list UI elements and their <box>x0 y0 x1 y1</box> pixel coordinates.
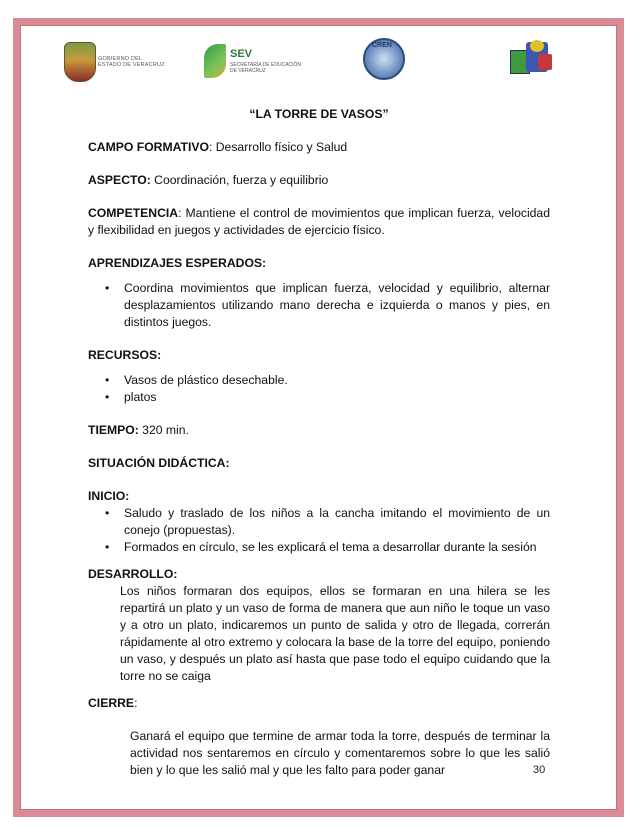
bullet-icon: • <box>105 373 110 387</box>
veracruz-government-logo <box>64 42 184 82</box>
bullet-icon: • <box>105 540 110 554</box>
campo-formativo <box>88 139 550 156</box>
header-logos <box>0 0 638 100</box>
cren-logo <box>363 38 401 78</box>
list-item: • Vasos de plástico desechable. <box>105 373 288 387</box>
list-item: • Formados en círculo, se les explicará el tema a desarrollar durante la sesión <box>105 540 537 554</box>
aspecto-label: ASPECTO: <box>88 173 151 187</box>
campo-value: : Desarrollo físico y Salud <box>208 140 348 154</box>
cren-label: CREN <box>372 42 392 49</box>
sev-leaf-icon <box>204 44 226 78</box>
aprendizajes-heading: APRENDIZAJES ESPERADOS: <box>88 256 267 270</box>
inicio-list <box>88 505 550 556</box>
school-logo <box>510 40 554 80</box>
sev-logo <box>204 42 314 82</box>
sev-label: SEV <box>230 48 253 60</box>
competencia-label: COMPETENCIA <box>88 206 179 220</box>
situacion-heading: SITUACIÓN DIDÁCTICA: <box>88 456 230 470</box>
desarrollo-text: Los niños formaran dos equipos, ellos se formaran en una hilera se les repartirá un plato y un vaso de forma de manera que aun niño le toque un vaso y a otro un plato, indicaremos un punto de salida y otro de llegada, correrán rápidamente al otro extremo y colocara la base de la torre del equipo, poniendo un vaso, y después un plato así hasta que pase todo el equipo cuidando que la torre no se caiga <box>120 584 550 683</box>
desarrollo-heading: DESARROLLO: <box>88 567 178 581</box>
bullet-icon: • <box>105 390 110 404</box>
inicio-heading: INICIO: <box>88 489 130 503</box>
aspecto-value: Coordinación, fuerza y equilibrio <box>150 173 329 187</box>
gov-text-line2: ESTADO DE VERACRUZ <box>98 62 165 68</box>
list-item: • platos <box>105 390 157 404</box>
tiempo-label: TIEMPO: <box>88 423 139 437</box>
tiempo-value: 320 min. <box>138 423 189 437</box>
cierre-label: CIERRE <box>88 696 135 710</box>
document-body <box>88 106 550 779</box>
aprendizajes-list <box>88 280 550 331</box>
sev-sub-line2: DE VERACRUZ <box>230 68 266 74</box>
competencia-value: : Mantiene el control de movimientos que implican fuerza, velocidad y flexibilidad en juegos y actividades de ejercicio físico. <box>88 206 550 237</box>
list-item: • Coordina movimientos que implican fuerza, velocidad y equilibrio, alternar desplazamientos utilizando mano derecha e izquierda o manos y pies, en distintos juegos. <box>105 281 550 329</box>
bullet-icon: • <box>105 281 110 295</box>
campo-label: CAMPO FORMATIVO <box>88 140 209 154</box>
bullet-icon: • <box>105 506 110 520</box>
cierre-heading <box>88 695 550 712</box>
cierre-colon: : <box>134 696 138 710</box>
gov-text-line1: GOBIERNO DEL <box>98 56 143 62</box>
recursos-list <box>88 372 550 406</box>
list-item: • Saludo y traslado de los niños a la cancha imitando el movimiento de un conejo (propuestas). <box>105 506 550 537</box>
aspecto <box>88 172 550 189</box>
cierre-text: Ganará el equipo que termine de armar toda la torre, después de terminar la actividad nos sentaremos en círculo y comentaremos sobre lo que les salió bien y lo que les salió mal y que les falto para poder ganar <box>130 729 550 777</box>
veracruz-shield-icon <box>64 42 96 82</box>
document-title: “LA TORRE DE VASOS” <box>249 107 389 121</box>
tiempo <box>88 422 550 439</box>
recursos-heading: RECURSOS: <box>88 348 162 362</box>
competencia <box>88 205 550 239</box>
sev-sub-line1: SECRETARÍA DE EDUCACIÓN <box>230 62 302 68</box>
page-number: 30 <box>533 764 546 776</box>
